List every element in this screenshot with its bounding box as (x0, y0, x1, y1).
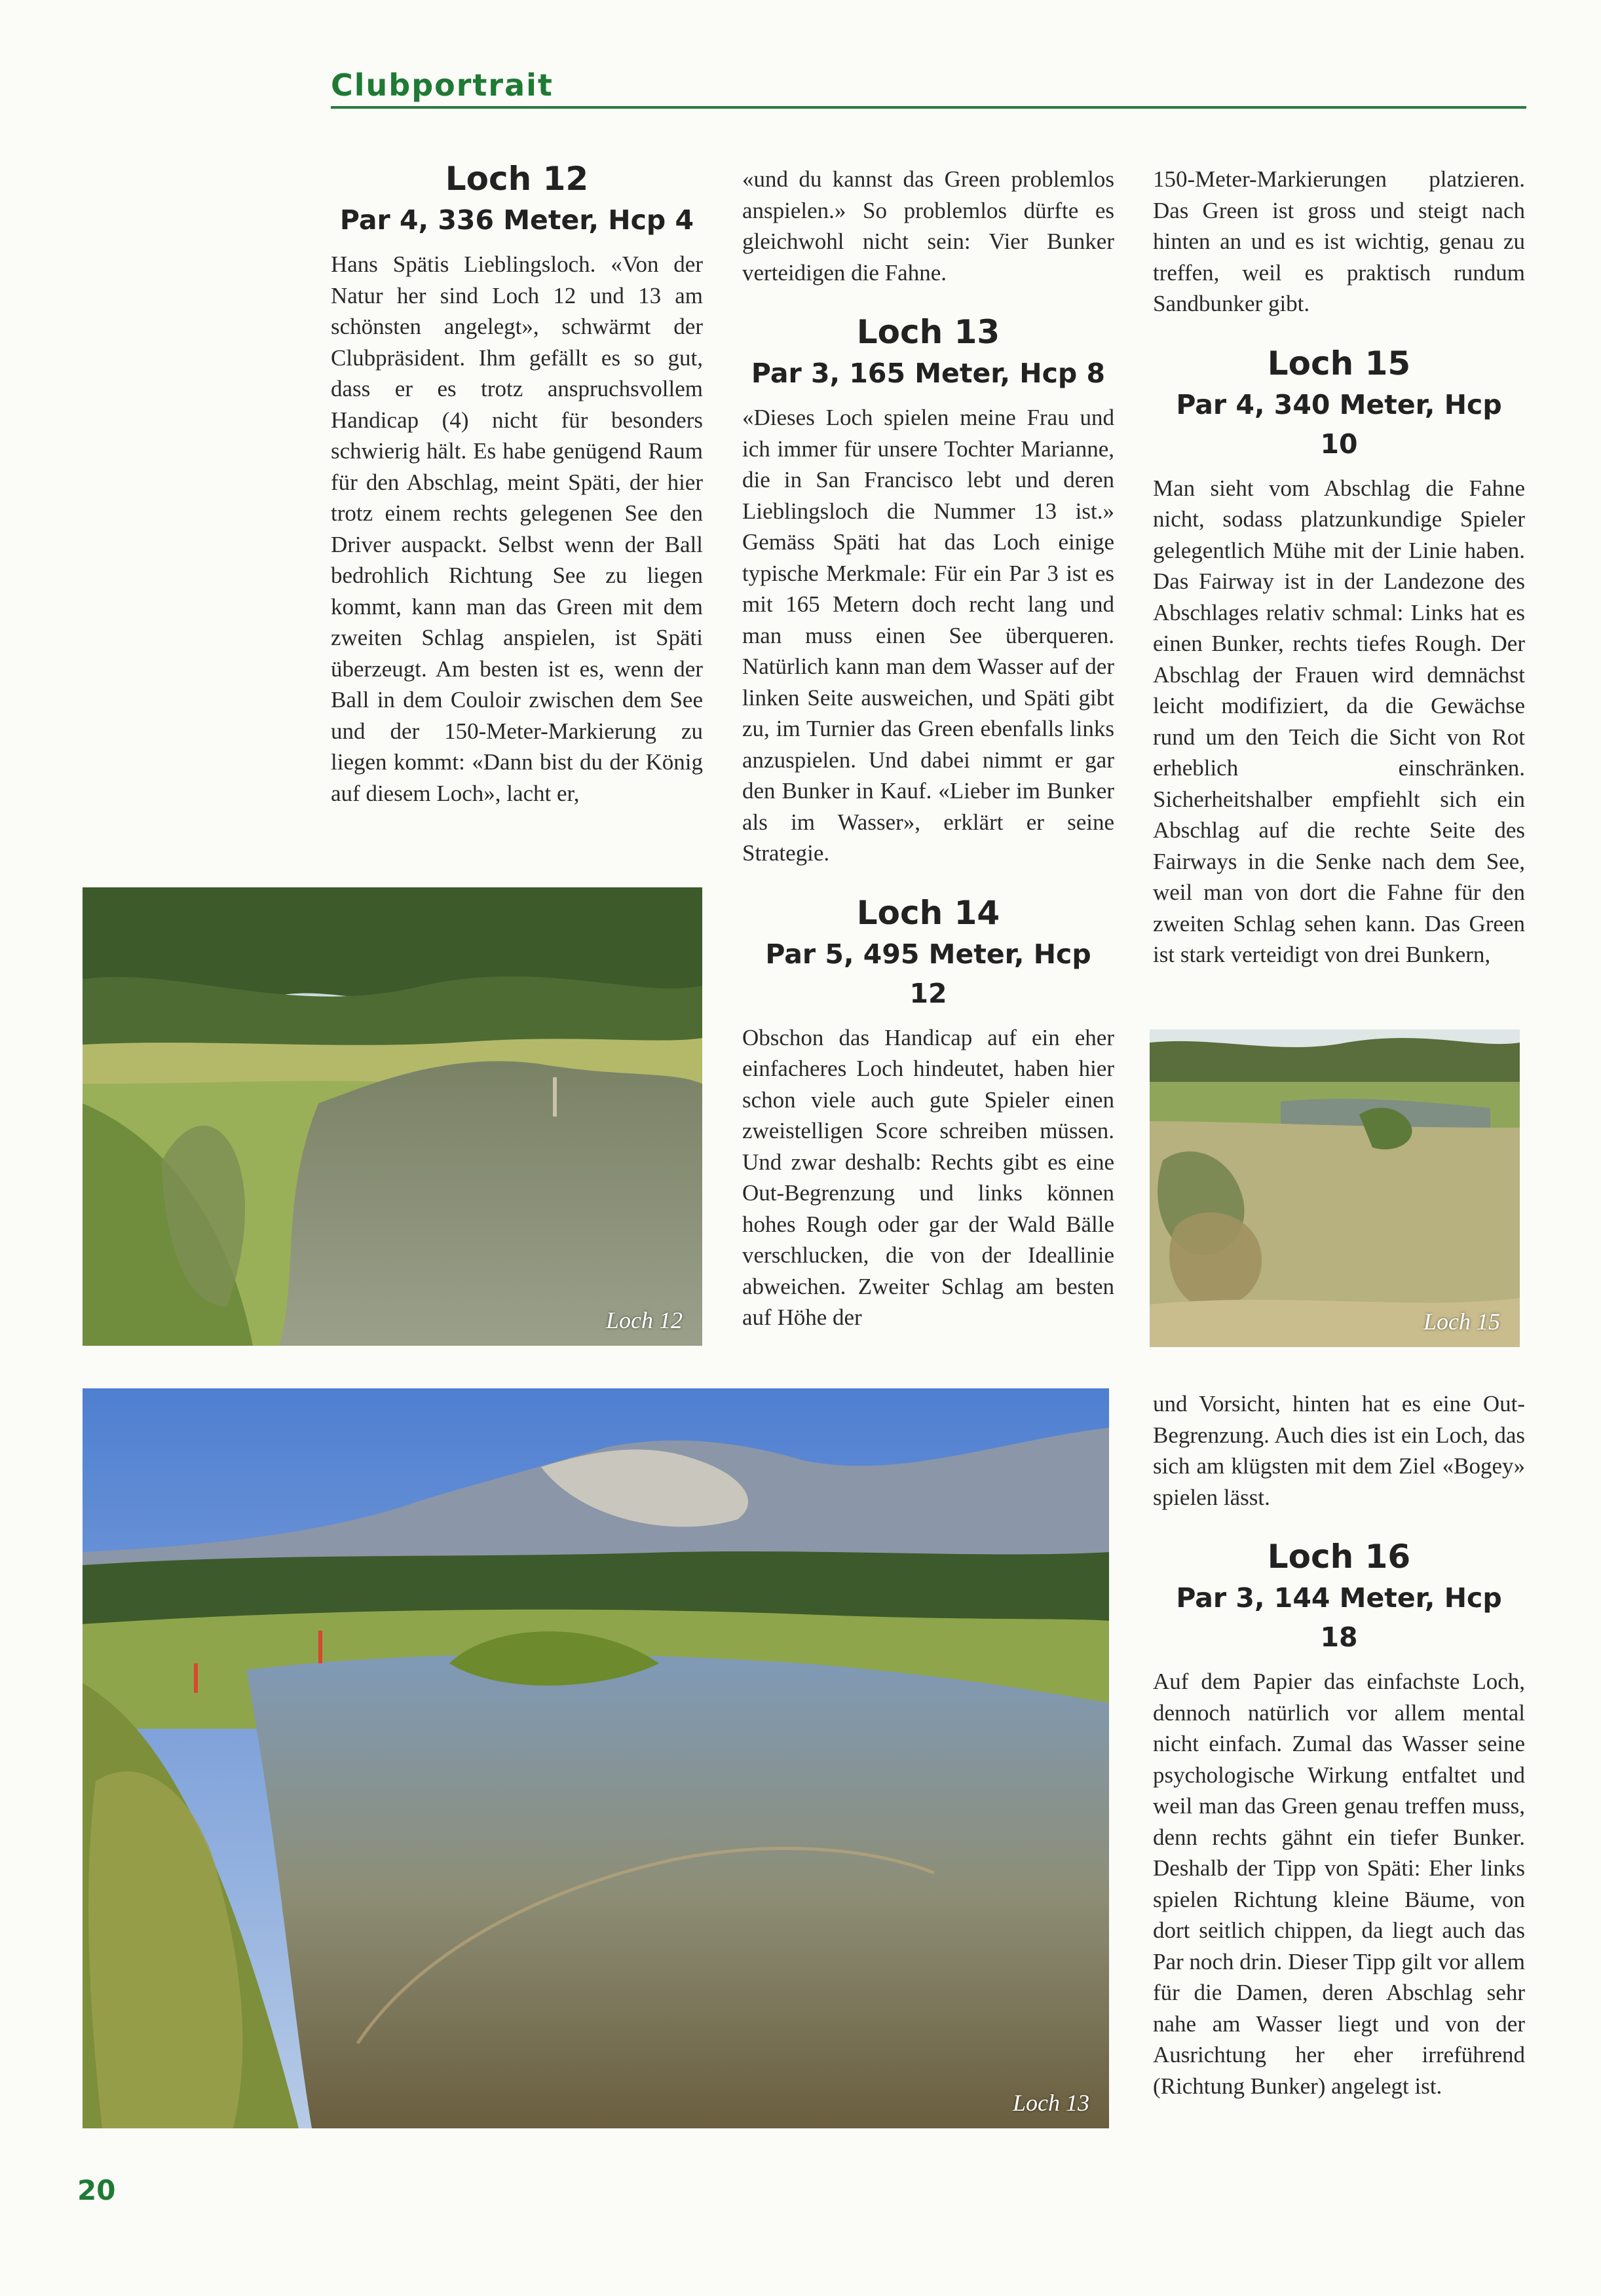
hole-16-subtitle: Par 3, 144 Meter, Hcp 18 (1176, 1582, 1502, 1653)
hole-14-continued-text: 150-Meter-Markierungen platzieren. Das Green ist gross und steigt nach hinten an und es ist wichtig, genau zu treffen, weil es praktisch rundum Sandbunker gibt. (1153, 166, 1525, 316)
photo-loch-12-image (83, 887, 702, 1346)
hole-15-subtitle: Par 4, 340 Meter, Hcp 10 (1176, 388, 1502, 460)
hole-16-title: Loch 16 (1267, 1538, 1411, 1576)
column-3-bottom (1153, 1388, 1525, 2102)
column-1 (331, 157, 703, 809)
photo-loch-13 (83, 1388, 1109, 2128)
photo-loch-12 (83, 887, 702, 1346)
hole-13-subtitle: Par 3, 165 Meter, Hcp 8 (751, 358, 1106, 389)
photo-loch-15 (1150, 1029, 1520, 1347)
hole-15-title: Loch 15 (1267, 344, 1411, 382)
hole-16-text: Auf dem Papier das einfachste Loch, dennoch natürlich vor allem mental nicht einfach. Zumal das Wasser seine psychologische Wirkung entfaltet und weil man das Green genau treffen muss, denn rechts gähnt ein tiefer Bunker. Deshalb der Tipp von Späti: Eher links spielen Richtung kleine Bäume, von dort seitlich chippen, da liegt auch das Par noch drin. Dieser Tipp gilt vor allem für die Damen, deren Abschlag sehr nahe am Wasser liegt und von der Ausrichtung her eher irreführend (Richtung Bunker) angelegt ist. (1153, 1669, 1525, 2099)
column-3-top (1153, 164, 1525, 971)
hole-14-subtitle: Par 5, 495 Meter, Hcp 12 (765, 938, 1091, 1009)
hole-15-continued-text: und Vorsicht, hinten hat es eine Out-Begrenzung. Auch dies ist ein Loch, das sich am klügsten mit dem Ziel «Bogey» spielen lässt. (1153, 1391, 1525, 1510)
hole-14-title: Loch 14 (856, 893, 1000, 932)
photo-loch-15-caption: Loch 15 (1423, 1308, 1500, 1335)
hole-13-text: «Dieses Loch spielen meine Frau und ich immer für unsere Tochter Marianne, die in San Francisco lebt und deren Lieblingsloch die Nummer 13 ist.» Gemäss Späti hat das Loch einige typische Merkmale: Für ein Par 3 ist es mit 165 Metern doch recht lang und man muss einen See überqueren. Natürlich kann man dem Wasser auf der linken Seite ausweichen, und Späti gibt zu, im Turnier das Green ebenfalls links anzuspielen. Und dabei nimmt er gar den Bunker in Kauf. «Lieber im Bunker als im Wasser», erklärt er seine Strategie. (742, 405, 1114, 866)
photo-loch-13-caption: Loch 13 (1013, 2090, 1089, 2116)
hole-15-text: Man sieht vom Abschlag die Fahne nicht, sodass platzunkundige Spieler gelegentlich Mühe mit der Linie haben. Das Fairway ist in der Landezone des Abschlages relativ schmal: Links hat es einen Bunker, rechts tiefes Rough. Der Abschlag der Frauen wird demnächst leicht modifiziert, da die Gewächse rund um den Teich die Sicht von Rot erheblich einschränken. Sicherheitshalber empfiehlt sich ein Abschlag auf die rechte Seite des Fairways in die Senke nach dem See, weil man von dort die Fahne für den zweiten Schlag sehen kann. Das Green ist stark verteidigt von drei Bunkern, (1153, 475, 1525, 967)
hole-14-text: Obschon das Handicap auf ein eher einfacheres Loch hindeutet, haben hier schon viele auch gute Spieler einen zweistelligen Score schreiben müssen. Und zwar deshalb: Rechts gibt es eine Out-Begrenzung und links können hohes Rough oder gar der Wald Bälle verschlucken, die von der Ideallinie abweichen. Zweiter Schlag am besten auf Höhe der (742, 1024, 1114, 1330)
photo-loch-15-image (1150, 1029, 1520, 1347)
hole-12-text: Hans Spätis Lieblingsloch. «Von der Natur her sind Loch 12 und 13 am schönsten angelegt», schwärmt der Clubpräsident. Ihm gefällt es so gut, dass er es trotz anspruchsvollem Handicap (4) nicht für besonders schwierig hält. Es habe genügend Raum für den Abschlag, meint Späti, der hier trotz einem rechts gelegenen See den Driver auspackt. Selbst wenn der Ball bedrohlich Richtung See zu liegen kommt, kann man das Green mit dem zweiten Schlag anspielen, ist Späti überzeugt. Am besten ist es, wenn der Ball in dem Couloir zwischen dem See und der 150-Meter-Markierung zu liegen kommt: «Dann bist du der König auf diesem Loch», lacht er, (331, 251, 703, 806)
section-title: Clubportrait (331, 67, 554, 103)
photo-loch-13-image (83, 1388, 1109, 2128)
column-2 (742, 164, 1114, 1333)
hole-12-title: Loch 12 (445, 160, 589, 198)
header-divider (331, 106, 1526, 109)
photo-loch-12-caption: Loch 12 (606, 1307, 683, 1333)
page-number: 20 (77, 2174, 116, 2206)
hole-12-subtitle: Par 4, 336 Meter, Hcp 4 (339, 204, 694, 236)
hole-13-title: Loch 13 (856, 313, 1000, 351)
hole-12-continued-text: «und du kannst das Green problemlos anspielen.» So problemlos dürfte es gleichwohl nicht sein: Vier Bunker verteidigen die Fahne. (742, 166, 1114, 286)
